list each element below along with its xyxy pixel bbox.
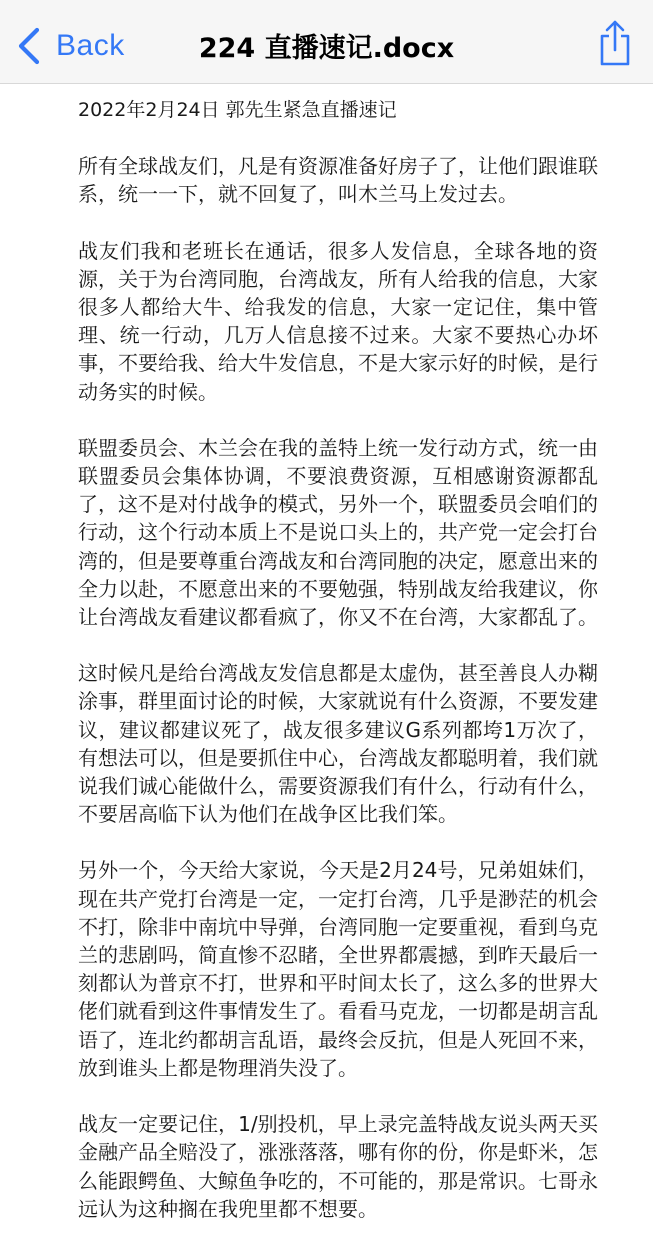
back-button[interactable] bbox=[16, 22, 125, 70]
paragraph: 战友一定要记住，1/别投机，早上录完盖特战友说头两天买金融产品全赔没了，涨涨落落，哪有你的份，你是虾米，怎么能跟鳄鱼、大鲸鱼争吃的，不可能的，那是常识。七哥永远认为这种搁在我兜里都不想要。 bbox=[78, 1112, 598, 1221]
document-heading: 2022年2月24日 郭先生紧急直播速记 bbox=[78, 99, 397, 121]
document-body bbox=[78, 96, 598, 1251]
navigation-bar bbox=[0, 0, 653, 84]
chevron-left-icon bbox=[16, 26, 42, 66]
paragraph: 这时候凡是给台湾战友发信息都是太虚伪，甚至善良人办糊涂事，群里面讨论的时候，大家就说有什么资源，不要发建议，建议都建议死了，战友很多建议G系列都垮1万次了，有想法可以，但是要抓住中心，台湾战友都聪明着，我们就说我们诚心能做什么，需要资源我们有什么，行动有什么，不要居高临下认为他们在战争区比我们笨。 bbox=[78, 661, 598, 827]
paragraph: 联盟委员会、木兰会在我的盖特上统一发行动方式，统一由联盟委员会集体协调，不要浪费资源，互相感谢资源都乱了，这不是对付战争的模式，另外一个，联盟委员会咱们的行动，这个行动本质上不是说口头上的，共产党一定会打台湾的，但是要尊重台湾战友和台湾同胞的决定，愿意出来的全力以赴，不愿意出来的不要勉强，特别战友给我建议，你让台湾战友看建议都看疯了，你又不在台湾，大家都乱了。 bbox=[78, 435, 598, 630]
share-button[interactable] bbox=[597, 18, 633, 68]
document-title: 224 直播速记.docx bbox=[198, 33, 455, 64]
paragraph: 所有全球战友们，凡是有资源准备好房子了，让他们跟谁联系，统一一下，就不回复了，叫木兰马上发过去。 bbox=[78, 154, 598, 207]
back-label: Back bbox=[56, 29, 125, 62]
paragraph: 战友们我和老班长在通话，很多人发信息，全球各地的资源，关于为台湾同胞，台湾战友，所有人给我的信息，大家很多人都给大牛、给我发的信息，大家一定记住，集中管理、统一行动，几万人信息接不过来。大家不要热心办坏事，不要给我、给大牛发信息，不是大家示好的时候，是行动务实的时候。 bbox=[78, 238, 598, 404]
paragraph: 另外一个，今天给大家说，今天是2月24号，兄弟姐妹们，现在共产党打台湾是一定，一定打台湾，几乎是渺茫的机会不打，除非中南坑中导弹，台湾同胞一定要重视，看到乌克兰的悲剧吗，简直惨不忍睹，全世界都震撼，到昨天最后一刻都认为普京不打，世界和平时间太长了，这么多的世界大佬们就看到这件事情发生了。看看马克龙，一切都是胡言乱语了，连北约都胡言乱语，最终会反抗，但是人死回不来，放到谁头上都是物理消失没了。 bbox=[78, 858, 598, 1080]
share-icon bbox=[597, 18, 633, 68]
